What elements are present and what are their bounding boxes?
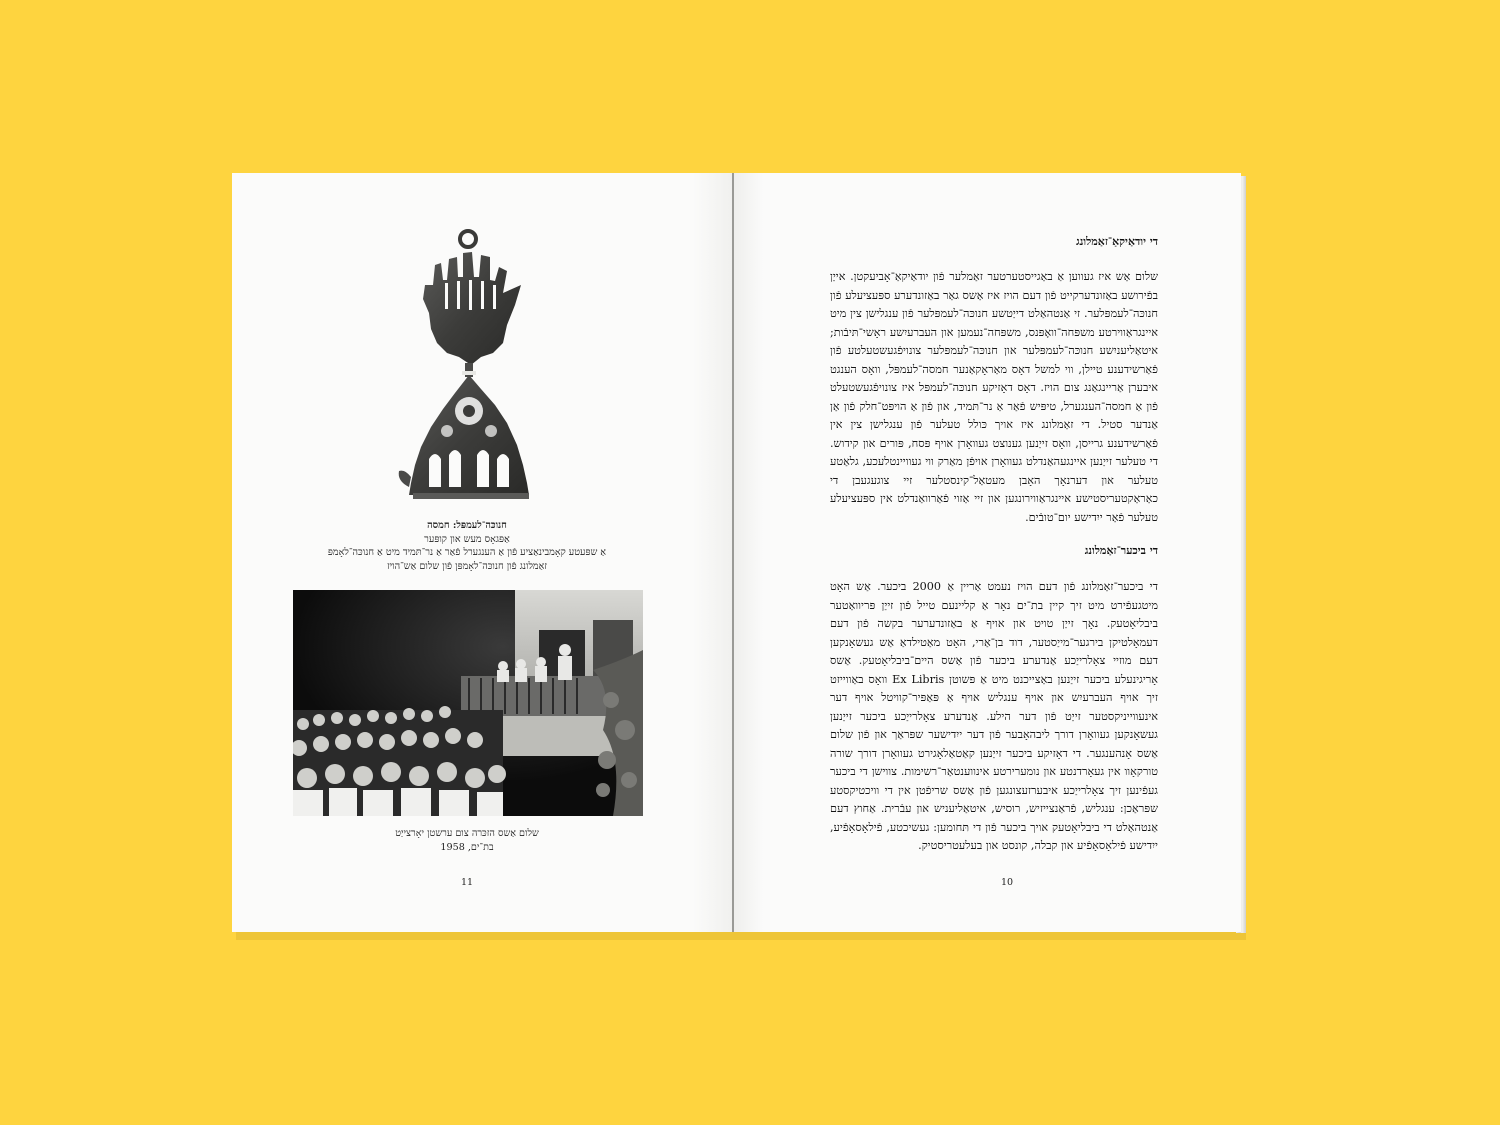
photo-caption xyxy=(322,827,612,854)
photo-caption-line: בת־ים, 1958 xyxy=(440,841,494,853)
section-heading-judaica: די יודאַיקאַ־זאַמלונג xyxy=(1076,235,1158,248)
page-number-left: 11 xyxy=(460,877,474,888)
hanukkah-lamp-image xyxy=(395,225,545,507)
lamp-caption-line: אַ שפּעטע קאָמבינאַציע פֿון אַ הענגערל פֿאַר אַ נר־תּמיד מיט אַ חנוכּה־לאָמפּ xyxy=(327,547,607,558)
paragraph-books xyxy=(830,578,1158,856)
page-number-right: 10 xyxy=(1000,877,1014,888)
section-heading-books: די ביכער־זאַמלונג xyxy=(1084,544,1158,557)
lamp-caption xyxy=(322,519,612,573)
memorial-photo xyxy=(293,590,643,816)
paragraph-judaica xyxy=(830,268,1158,527)
paragraph-judaica-text: שלום אַש איז געווען אַ באַגייסטערטער זאַמלער פֿון יודאַיקאַ־אָביעקטן. אייַן בפֿירושע באַזונדערקייט פֿון דעם הויז איז אַשס גאַר באַזונדערע ספּעציעלע פֿון חנוכּה־לעמפּלער. זי אַנטהאַלט דייַטשע חנוכּה־לעמפּלער פֿון ענגלישן צין מיט איינגראַווירטע משפּחה־וואָפּנס, משפּחה־נעמען און העברעיִשע ראָשי־תּיבֿות; איטאַליעניִשע חנוכּה־לעמפּלער און חנוכּה־לעמפּלער צונויפֿגעשטעלטע פֿון פֿאַרשידענע טיילן, ווי למשל דאָס מאַראָקאַנער חמסה־לעמפּל, וואָס הענגט איבערן אַריינגאַנג צום הויז. דאָס דאָזיקע חנוכּה־לעמפּל איז צונויפֿגעשטעלט פֿון אַ חמסה־הענגערל, טיפּיש פֿאַר אַ נר־תּמיד, און פֿון אַ הויפּט־חלק פֿון אַן אַנדער סטיל. די זאַמלונג איז אויך כּולל טעלער פֿון ענגלישן צין אין פֿאַרשידענע גרייסן, וואָס זייַנען גענוצט געוואָרן אויף פּסח, פּורים און קידוש. די טעלער זייַנען איינגעהאַנדלט געוואָרן אויפֿן מאַרק ווי געוויינטלעכע, גלאַטע טעלער און דערנאָך האָבן מעטאַל־קינסטלער זיי צוגעגעבן די כאַראַקטעריסטישע איינגראַווירונגען און זיי אַזוי פֿאַרוואַנדלט אין ספּעציעלע טעלער פֿאַר ייִדישע יום־טובֿים. xyxy=(830,270,1158,524)
photo-caption-line: שלום אַשס הזכּרה צום ערשטן יאָרצייַט xyxy=(395,828,539,839)
lamp-caption-title: חנוכּה־לעמפּל: חמסה xyxy=(427,520,507,531)
paragraph-books-text: די ביכער־זאַמלונג פֿון דעם הויז נעמט אַריין אַ 2000 ביכער. אַש האָט מיטגעפֿירט מיט זיך קיין בת־ים נאָר אַ קליינעם טייל פֿון זייַן פּריוואַטער ביבליאָטעק. נאָך זייַן טויט און אויף אַ באַזונדערער בקשה פֿון דעם דעמאָלטיקן בירגער־מייַסטער, דוד בן־אַרי, האָט מאַטילדאַ אַש געשאָנקען דעם מוזיי צאָלרייַכע אַנדערע ביכער פֿון אַשס היים־ביבליאָטעק. אַשס אָריגינעלע ביכער זייַנען באַצייכנט מיט אַ פּשוטן Ex Libris וואָס באַווייזט זיך אויף העברעיִש און אויף ענגליש אויף אַ פּאַפּיר־קוויטל אויף דער אינעווייניקסטער זייַט פֿון דער הילע. אַנדערע צאָלרייַכע ביכער זייַנען געשאָנקען געוואָרן דורך ליבהאָבער פֿון דער ייִדישער שפּראַך און פֿון שלום אַשס אָנהענגער. די דאָזיקע ביכער זייַנען קאַטאַלאָגירט געוואָרן דורך שורה טורקאָוו אין געאָרדנטע און נומערירטע אינווענטאַר־רשימות. צווישן די ביכער געפֿינען זיך צאָלרייַכע איבערזעצונגען פֿון אַשס שריפֿטן אין די וויכטיקסטע שפּראַכן: ענגליש, פֿראַנצייזיש, רוסיש, איטאַליעניש און עבֿרית. אַחוץ דעם אַנטהאַלט די ביבליאָטעק אויך ביכער פֿון די תּחומען: געשיכטע, פֿילאָסאָפֿיע, ייִדישע פֿילאָסאָפֿיע און קבלה, קונסט און בעלעטריסטיק. xyxy=(830,580,1158,852)
book-gutter xyxy=(732,173,734,932)
lamp-caption-line: אַפּגאָס מעש און קופּער xyxy=(424,533,510,545)
lamp-caption-line: זאַמלונג פֿון חנוכּה־לאָמפּן פֿון שלום אַש־הויז xyxy=(386,560,548,572)
